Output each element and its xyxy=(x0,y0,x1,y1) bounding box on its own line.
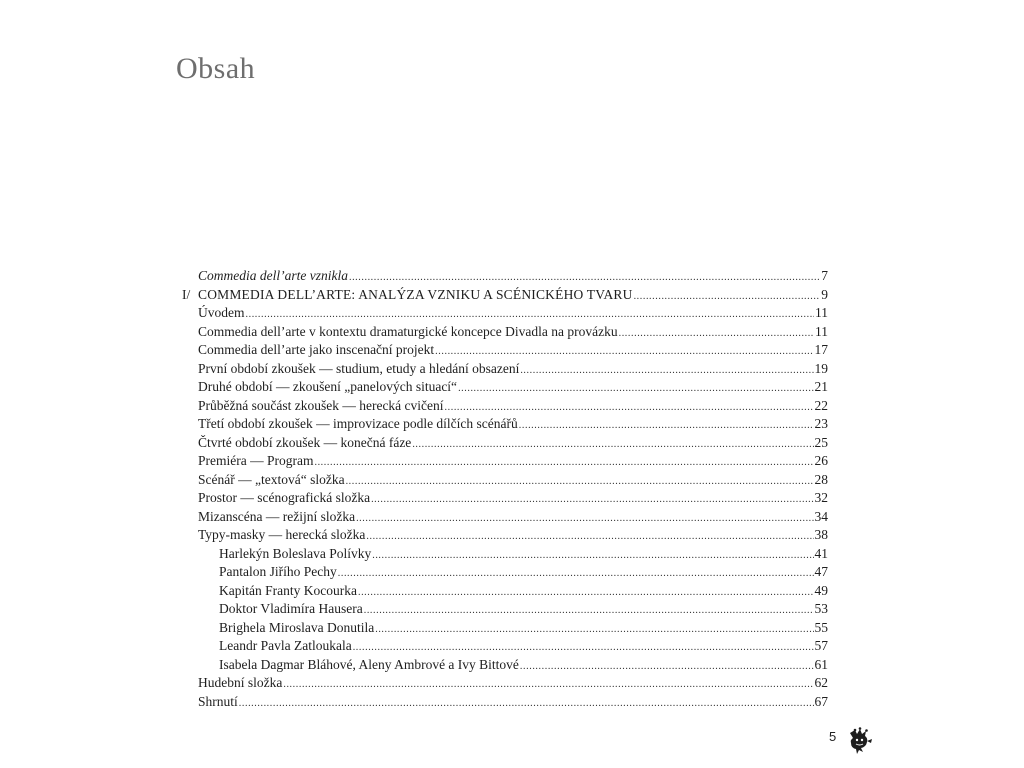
toc-entry-title: Prostor — scénografická složka xyxy=(198,490,371,505)
toc-entry xyxy=(182,378,828,397)
toc-entry-page: 67 xyxy=(814,693,828,709)
toc-dot-leader xyxy=(520,362,813,381)
toc-entry-title: První období zkoušek — studium, etudy a hledání obsazení xyxy=(198,360,520,376)
toc-entry-title: Typy-masky — herecká složka xyxy=(198,527,366,542)
toc-entry-title: Kapitán Franty Kocourka xyxy=(219,582,357,598)
toc-dot-leader xyxy=(346,473,814,492)
toc-entry xyxy=(182,637,828,656)
toc-entry xyxy=(182,304,828,323)
toc-dot-leader xyxy=(239,695,814,714)
toc-entry xyxy=(182,582,828,601)
toc-entry-title: Leandr Pavla Zatloukala xyxy=(219,638,352,653)
toc-entry-page: 53 xyxy=(814,601,828,616)
toc-entry-title: Scénář — „textová“ složka xyxy=(198,471,345,487)
toc-entry xyxy=(182,508,828,527)
toc-entry xyxy=(182,656,828,675)
toc-dot-leader xyxy=(520,658,814,677)
toc-entry-title: Harlekýn Boleslava Polívky xyxy=(219,545,372,561)
toc-entry-title: Třetí období zkoušek — improvizace podle dílčích scénářů xyxy=(198,416,518,431)
toc-entry xyxy=(182,489,828,508)
toc-entry-page: 7 xyxy=(821,268,828,283)
toc-entry-page: 47 xyxy=(814,564,828,579)
toc-entry-title: Úvodem xyxy=(198,305,245,320)
toc-entry-page: 19 xyxy=(814,360,828,376)
toc-entry xyxy=(182,545,828,564)
toc-entry-page: 25 xyxy=(814,434,828,450)
toc-entry xyxy=(182,434,828,453)
toc-entry-title: Pantalon Jiřího Pechy xyxy=(219,564,337,579)
toc-entry xyxy=(182,674,828,693)
toc-entry-title: Commedia dell’arte jako inscenační projekt xyxy=(198,342,435,357)
toc-entry-page: 23 xyxy=(814,416,828,431)
toc-entry-title: Mizanscéna — režijní složka xyxy=(198,508,356,524)
toc-dot-leader xyxy=(519,417,814,436)
toc-entry xyxy=(182,563,828,582)
table-of-contents xyxy=(182,267,828,711)
toc-entry-page: 11 xyxy=(815,323,828,339)
toc-entry xyxy=(182,452,828,471)
toc-entry xyxy=(182,286,828,305)
toc-entry-title: Doktor Vladimíra Hausera xyxy=(219,601,363,616)
toc-entry-page: 34 xyxy=(814,508,828,524)
toc-dot-leader xyxy=(412,436,813,455)
toc-entry-title: Commedia dell’arte v kontextu dramaturgické koncepce Divadla na provázku xyxy=(198,323,618,339)
toc-entry xyxy=(182,267,828,286)
toc-entry-page: 9 xyxy=(821,286,828,302)
toc-entry-title: Isabela Dagmar Bláhové, Aleny Ambrové a Ivy Bittové xyxy=(219,656,519,672)
toc-dot-leader xyxy=(634,288,821,307)
toc-entry-page: 17 xyxy=(814,342,828,357)
toc-dot-leader xyxy=(375,621,813,640)
toc-entry-page: 57 xyxy=(814,638,828,653)
toc-entry-title: Hudební složka xyxy=(198,675,283,690)
toc-entry-page: 11 xyxy=(815,305,828,320)
toc-entry-page: 61 xyxy=(814,656,828,672)
toc-entry xyxy=(182,341,828,360)
toc-entry-page: 21 xyxy=(814,379,828,394)
toc-entry-title: Průběžná součást zkoušek — herecká cvičení xyxy=(198,397,444,413)
toc-entry-page: 26 xyxy=(814,453,828,468)
toc-entry-page: 62 xyxy=(814,675,828,690)
toc-dot-leader xyxy=(371,491,813,510)
toc-entry-title: COMMEDIA DELL’ARTE: ANALÝZA VZNIKU A SCÉNICKÉHO TVARU xyxy=(198,286,633,302)
toc-dot-leader xyxy=(356,510,813,529)
toc-entry-title: Commedia dell’arte vznikla xyxy=(198,268,348,283)
toc-entry-page: 32 xyxy=(814,490,828,505)
toc-entry-title: Premiéra — Program xyxy=(198,453,314,468)
toc-dot-leader xyxy=(366,528,813,547)
jester-logo-icon xyxy=(846,725,874,755)
toc-entry xyxy=(182,600,828,619)
toc-entry-page: 22 xyxy=(814,397,828,413)
toc-entry-title: Čtvrté období zkoušek — konečná fáze xyxy=(198,434,412,450)
toc-dot-leader xyxy=(358,584,814,603)
toc-entry-page: 41 xyxy=(814,545,828,561)
toc-entry xyxy=(182,397,828,416)
page-number: 5 xyxy=(829,729,837,744)
toc-entry-number: I/ xyxy=(182,286,191,302)
toc-dot-leader xyxy=(372,547,813,566)
toc-entry-title: Shrnutí xyxy=(198,693,238,709)
toc-dot-leader xyxy=(458,380,813,399)
toc-entry xyxy=(182,526,828,545)
toc-entry xyxy=(182,415,828,434)
toc-entry-title: Brighela Miroslava Donutila xyxy=(219,619,375,635)
toc-entry-page: 49 xyxy=(814,582,828,598)
toc-entry-page: 28 xyxy=(814,471,828,487)
toc-entry xyxy=(182,360,828,379)
toc-dot-leader xyxy=(283,676,813,695)
toc-dot-leader xyxy=(314,454,813,473)
toc-entry-page: 55 xyxy=(814,619,828,635)
toc-entry xyxy=(182,693,828,712)
toc-dot-leader xyxy=(364,602,814,621)
toc-entry xyxy=(182,619,828,638)
toc-entry xyxy=(182,323,828,342)
toc-dot-leader xyxy=(619,325,814,344)
page-heading: Obsah xyxy=(176,52,256,85)
toc-dot-leader xyxy=(338,565,814,584)
toc-entry xyxy=(182,471,828,490)
toc-entry-page: 38 xyxy=(814,527,828,542)
toc-entry-title: Druhé období — zkoušení „panelových situací“ xyxy=(198,379,458,394)
